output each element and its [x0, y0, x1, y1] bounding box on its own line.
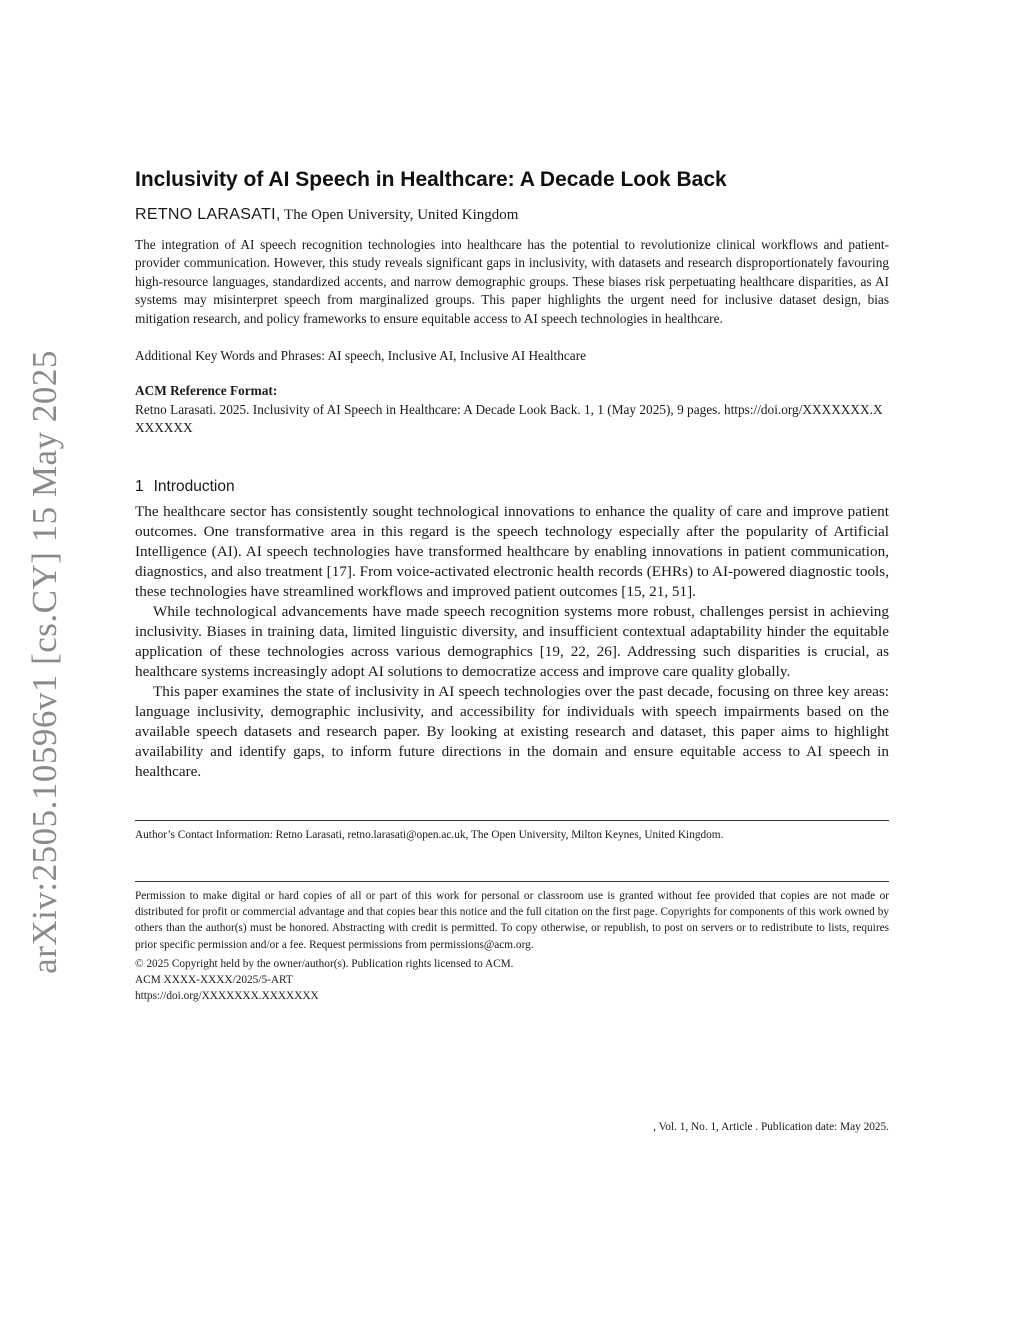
- copyright-line: © 2025 Copyright held by the owner/author(s). Publication rights licensed to ACM.: [135, 957, 514, 970]
- permission-divider: [135, 881, 889, 882]
- author-name: RETNO LARASATI,: [135, 206, 281, 223]
- paragraph: While technological advancements have made speech recognition systems more robust, challenges persist in achieving inclusivity. Biases in training data, limited linguistic diversity, and insufficient contextual adaptability hinder the equitable application of these technologies across various demographics [19, 22, 26]. Addressing such disparities is crucial, as healthcare systems increasingly adopt AI solutions to democratize access and improve care quality globally.: [135, 602, 889, 680]
- acm-number: ACM XXXX-XXXX/2025/5-ART: [135, 974, 293, 987]
- abstract: The integration of AI speech recognition technologies into healthcare has the potential to revolutionize clinical workflows and patient-provider communication. However, this study reveals significant gaps in inclusivity, with datasets and research disproportionately favouring high-resource languages, standardized accents, and narrow demographic groups. These biases risk perpetuating healthcare disparities, as AI systems may misinterpret speech from marginalized groups. This paper highlights the urgent need for inclusive dataset design, bias mitigation research, and policy frameworks to ensure equitable access to AI speech technologies in healthcare.: [135, 237, 889, 326]
- arxiv-identifier: arXiv:2505.10596v1 [cs.CY] 15 May 2025: [25, 350, 64, 974]
- author-contact-footnote: Author’s Contact Information: Retno Larasati, retno.larasati@open.ac.uk, The Open University, Milton Keynes, United Kingdom.: [135, 828, 724, 841]
- introduction-body: [135, 502, 889, 782]
- permission-notice: Permission to make digital or hard copies of all or part of this work for personal or classroom use is granted without fee provided that copies are not made or distributed for profit or commercial advantage and that copies bear this notice and the full citation on the first page. Copyrights for components of this work owned by others than the author(s) must be honored. Abstracting with credit is permitted. To copy otherwise, or republish, to post on servers or to redistribute to lists, requires prior specific permission and/or a fee. Request permissions from permissions@acm.org.: [135, 889, 889, 951]
- doi-line: https://doi.org/XXXXXXX.XXXXXXX: [135, 990, 319, 1003]
- page-content: [135, 168, 889, 1005]
- page-footer: , Vol. 1, No. 1, Article . Publication date: May 2025.: [653, 1121, 889, 1133]
- section-number: 1: [135, 477, 144, 495]
- paper-title: Inclusivity of AI Speech in Healthcare: A Decade Look Back: [135, 168, 727, 191]
- section-heading: [135, 478, 889, 496]
- author-line: [135, 206, 889, 224]
- acm-reference-text: Retno Larasati. 2025. Inclusivity of AI Speech in Healthcare: A Decade Look Back. 1, 1 (May 2025), 9 pages. https://doi.org/XXXXXXX.XXXXXXX: [135, 401, 883, 436]
- paragraph: The healthcare sector has consistently sought technological innovations to enhance the quality of care and improve patient outcomes. One transformative area in this regard is the speech technology especially after the popularity of Artificial Intelligence (AI). AI speech technologies have transformed healthcare by enabling innovations in patient communication, diagnostics, and also treatment [17]. From voice-activated electronic health records (EHRs) to AI-powered diagnostic tools, these technologies have streamlined workflows and improved patient outcomes [15, 21, 51].: [135, 502, 889, 600]
- footnote-divider: [135, 820, 889, 821]
- author-affiliation: The Open University, United Kingdom: [284, 207, 519, 223]
- acm-reference-heading: ACM Reference Format:: [135, 383, 278, 399]
- acm-reference: [135, 382, 889, 437]
- paragraph: This paper examines the state of inclusivity in AI speech technologies over the past decade, focusing on three key areas: language inclusivity, demographic inclusivity, and accessibility for individuals with speech impairments based on the available speech datasets and research paper. By looking at existing research and dataset, this paper aims to highlight availability and identify gaps, to inform future directions in the domain and ensure equitable access to AI speech in healthcare.: [135, 682, 889, 780]
- keywords: Additional Key Words and Phrases: AI speech, Inclusive AI, Inclusive AI Healthcare: [135, 348, 587, 364]
- section-title: Introduction: [153, 477, 235, 495]
